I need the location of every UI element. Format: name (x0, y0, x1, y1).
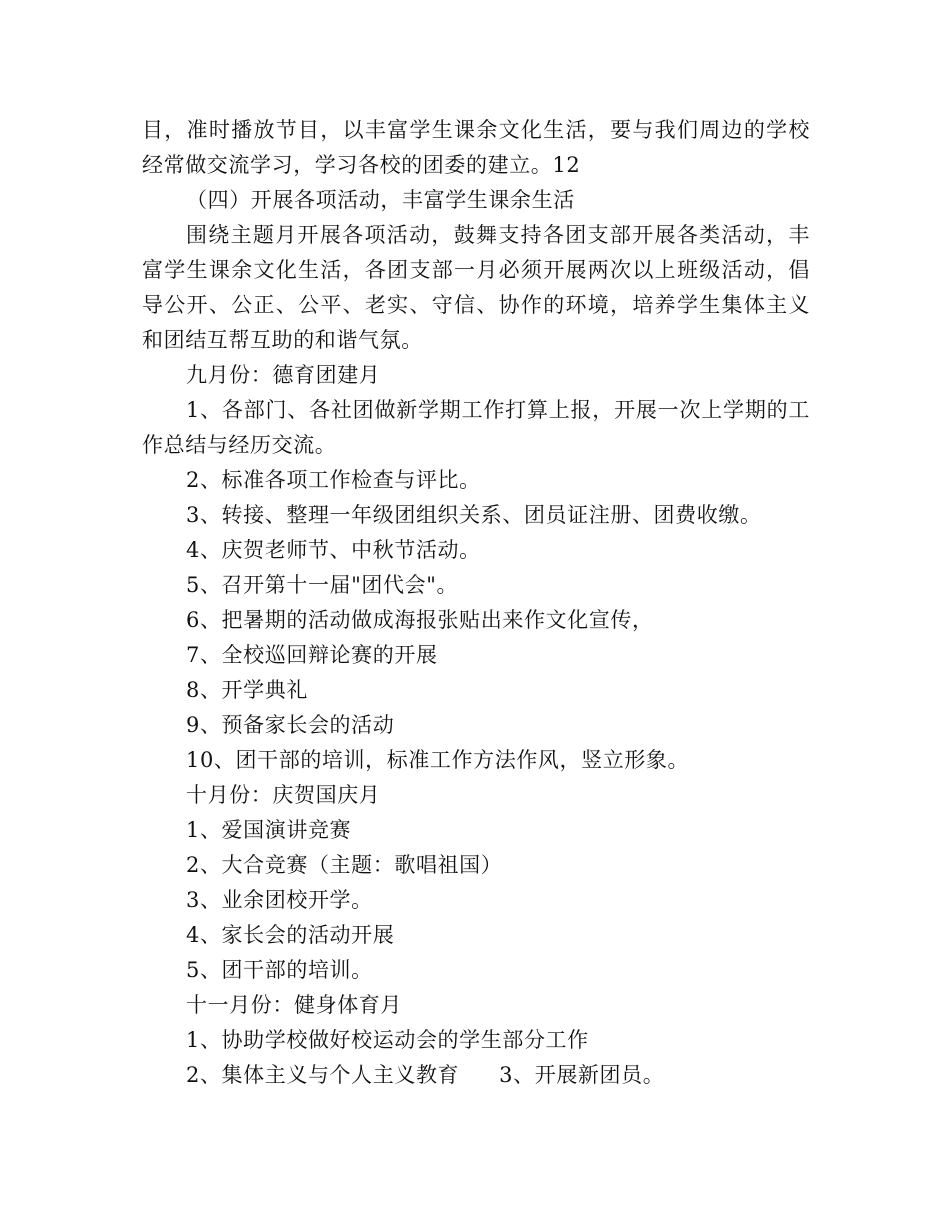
section-heading: （四）开展各项活动，丰富学生课余生活 (186, 188, 575, 212)
document-body (142, 113, 810, 1093)
list-item: 2、大合竞赛（主题：歌唱祖国） (186, 853, 503, 877)
paragraph-activities: 围绕主题月开展各项活动，鼓舞支持各团支部开展各类活动，丰富学生课余文化生活，各团支部一月必须开展两次以上班级活动，倡导公开、公正、公平、老实、守信、协作的环境，培养学生集体主义和团结互帮互助的和谐气氛。 (142, 223, 810, 352)
list-item: 6、把暑期的活动做成海报张贴出来作文化宣传， (186, 608, 654, 632)
month-heading-november: 十一月份：健身体育月 (186, 993, 402, 1017)
month-heading-september: 九月份：德育团建月 (186, 363, 381, 387)
paragraph-continued: 目，准时播放节目，以丰富学生课余文化生活，要与我们周边的学校经常做交流学习，学习各校的团委的建立。12 (142, 118, 810, 177)
month-heading-october: 十月份：庆贺国庆月 (186, 783, 381, 807)
list-item: 2、集体主义与个人主义教育 (186, 1063, 460, 1087)
list-item: 5、召开第十一届"团代会"。 (186, 573, 459, 597)
list-item: 3、开展新团员。 (499, 1063, 665, 1087)
list-item: 1、爱国演讲竞赛 (186, 818, 352, 842)
list-item: 3、转接、整理一年级团组织关系、团员证注册、团费收缴。 (186, 503, 762, 527)
list-item: 4、家长会的活动开展 (186, 923, 395, 947)
list-item-pair (142, 1058, 810, 1093)
list-item: 8、开学典礼 (186, 678, 308, 702)
list-item: 5、团干部的培训。 (186, 958, 373, 982)
list-item: 3、业余团校开学。 (186, 888, 373, 912)
list-item: 1、协助学校做好校运动会的学生部分工作 (186, 1028, 589, 1052)
list-item: 1、各部门、各社团做新学期工作打算上报，开展一次上学期的工作总结与经历交流。 (142, 398, 810, 457)
list-item: 4、庆贺老师节、中秋节活动。 (186, 538, 481, 562)
list-item: 2、标准各项工作检查与评比。 (186, 468, 481, 492)
list-item: 7、全校巡回辩论赛的开展 (186, 643, 438, 667)
list-item: 10、团干部的培训，标准工作方法作风，竖立形象。 (186, 748, 690, 772)
list-item: 9、预备家长会的活动 (186, 713, 395, 737)
